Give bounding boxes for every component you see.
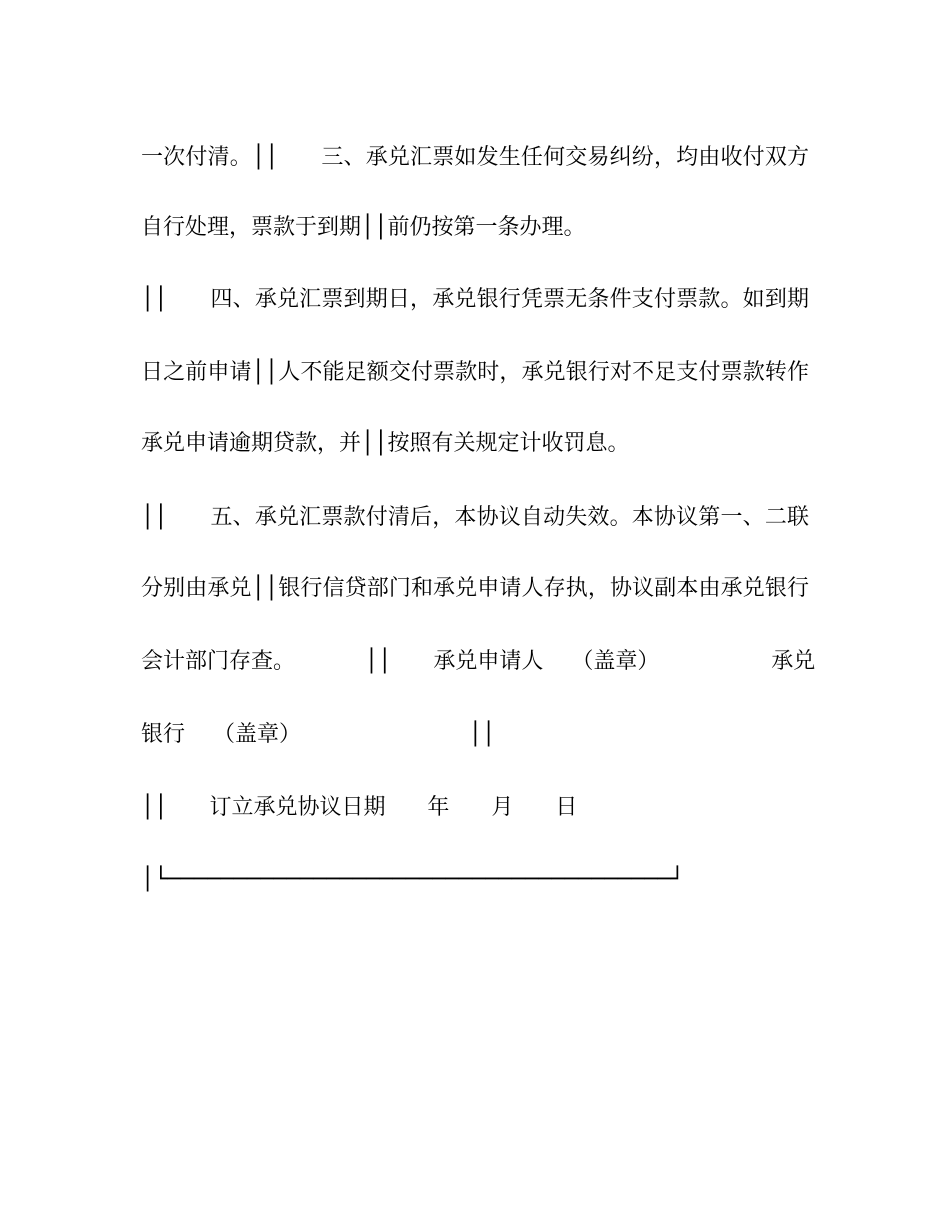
- text-line: ││ 五、承兑汇票款付清后，本协议自动失效。本协议第一、二联: [141, 505, 809, 530]
- signature-line: 会计部门存查。 ││ 承兑申请人 （盖章） 承兑: [141, 649, 816, 674]
- text-line: 分别由承兑││银行信贷部门和承兑申请人存执，协议副本由承兑银行: [141, 576, 809, 601]
- text-line: 一次付清。││ 三、承兑汇票如发生任何交易纠纷，均由收付双方: [141, 145, 809, 170]
- table-border-line: │└──────────────────────────────────────┘: [141, 867, 685, 892]
- text-line: 日之前申请││人不能足额交付票款时，承兑银行对不足支付票款转作: [141, 360, 809, 385]
- text-line: 自行处理，票款于到期││前仍按第一条办理。: [141, 215, 586, 240]
- text-line: ││ 四、承兑汇票到期日，承兑银行凭票无条件支付票款。如到期: [141, 287, 809, 312]
- signature-line: 银行 （盖章） ││: [141, 722, 496, 747]
- text-line: 承兑申请逾期贷款，并││按照有关规定计收罚息。: [141, 431, 630, 456]
- date-line: ││ 订立承兑协议日期 年 月 日: [141, 795, 578, 820]
